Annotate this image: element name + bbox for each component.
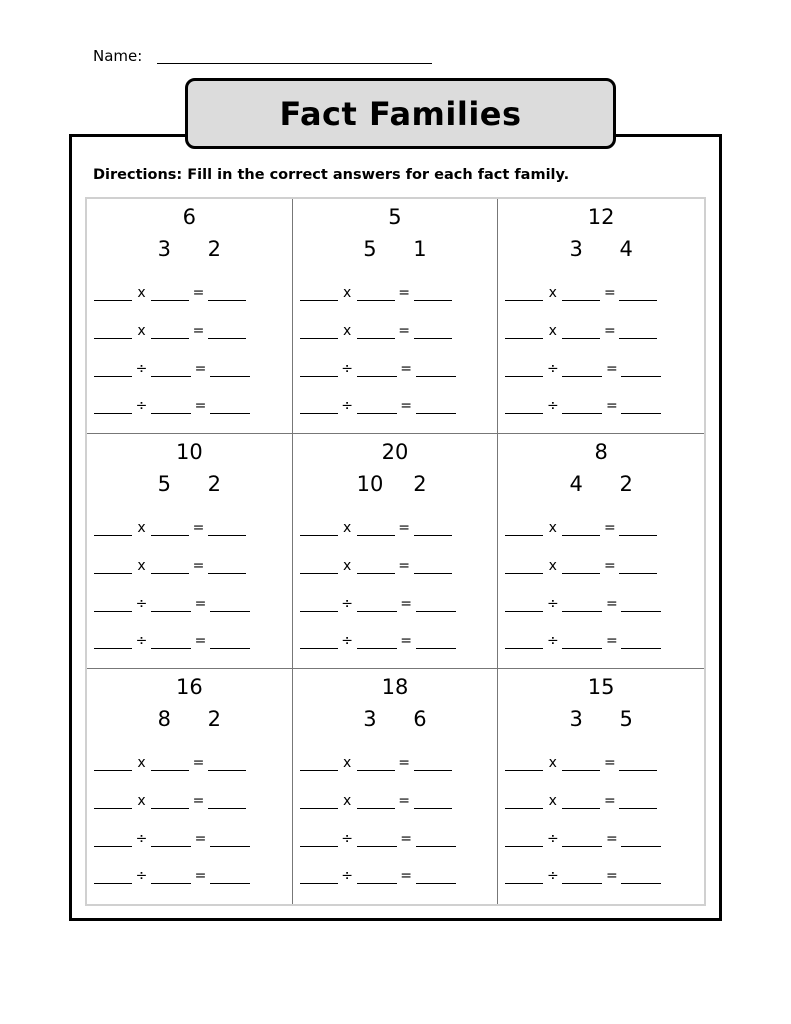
- answer-blank[interactable]: [208, 756, 246, 771]
- division-equation: [300, 633, 456, 649]
- division-equation: [505, 633, 661, 649]
- parts-spacer: [179, 472, 199, 496]
- answer-blank[interactable]: [300, 521, 338, 536]
- equals-sign: =: [194, 361, 207, 377]
- equals-sign: =: [192, 755, 205, 771]
- division-equation: [505, 361, 661, 377]
- equals-sign: =: [400, 596, 413, 612]
- family-part-a: 3: [157, 237, 172, 261]
- answer-blank[interactable]: [300, 794, 338, 809]
- answer-blank[interactable]: [210, 362, 250, 377]
- family-part-a: 5: [157, 472, 172, 496]
- family-part-b: 6: [413, 707, 427, 731]
- answer-blank[interactable]: [151, 521, 189, 536]
- answer-blank[interactable]: [357, 869, 397, 884]
- parts-spacer: [591, 472, 611, 496]
- answer-blank[interactable]: [505, 634, 543, 649]
- family-part-numbers: [87, 707, 292, 731]
- answer-blank[interactable]: [300, 559, 338, 574]
- answer-blank[interactable]: [210, 399, 250, 414]
- answer-blank[interactable]: [300, 756, 338, 771]
- equals-sign: =: [194, 633, 207, 649]
- answer-blank[interactable]: [357, 324, 395, 339]
- answer-blank[interactable]: [94, 521, 132, 536]
- equals-sign: =: [192, 323, 205, 339]
- answer-blank[interactable]: [505, 832, 543, 847]
- multiplication-equation: [300, 323, 452, 339]
- equals-sign: =: [400, 633, 413, 649]
- multiply-sign: x: [343, 323, 352, 339]
- division-equation: [300, 868, 456, 884]
- division-equation: [505, 831, 661, 847]
- answer-blank[interactable]: [621, 362, 661, 377]
- answer-blank[interactable]: [619, 794, 657, 809]
- multiply-sign: x: [548, 520, 557, 536]
- equals-sign: =: [398, 323, 411, 339]
- family-total-number: 8: [594, 440, 608, 464]
- answer-blank[interactable]: [300, 634, 338, 649]
- divide-sign: ÷: [341, 831, 354, 847]
- division-equation: [94, 361, 250, 377]
- answer-blank[interactable]: [621, 399, 661, 414]
- answer-blank[interactable]: [562, 324, 600, 339]
- family-part-numbers: [293, 707, 498, 731]
- division-equation: [300, 398, 456, 414]
- equals-sign: =: [605, 831, 618, 847]
- divide-sign: ÷: [341, 633, 354, 649]
- family-part-b: 2: [207, 237, 222, 261]
- answer-blank[interactable]: [210, 597, 250, 612]
- equals-sign: =: [400, 831, 413, 847]
- answer-blank[interactable]: [300, 869, 338, 884]
- equals-sign: =: [400, 361, 413, 377]
- answer-blank[interactable]: [619, 286, 657, 301]
- family-part-a: 3: [569, 707, 583, 731]
- multiplication-equation: [300, 558, 452, 574]
- fact-family-cell: [293, 199, 499, 434]
- family-part-a: 3: [363, 707, 377, 731]
- answer-blank[interactable]: [151, 362, 191, 377]
- divide-sign: ÷: [341, 596, 354, 612]
- equals-sign: =: [603, 793, 616, 809]
- multiply-sign: x: [137, 323, 146, 339]
- equals-sign: =: [398, 793, 411, 809]
- family-part-a: 3: [569, 237, 583, 261]
- family-total-number: 16: [175, 675, 203, 699]
- multiply-sign: x: [343, 755, 352, 771]
- answer-blank[interactable]: [562, 597, 602, 612]
- division-equation: [505, 868, 661, 884]
- answer-blank[interactable]: [94, 597, 132, 612]
- division-equation: [300, 361, 456, 377]
- multiply-sign: x: [548, 558, 557, 574]
- answer-blank[interactable]: [208, 559, 246, 574]
- answer-blank[interactable]: [562, 521, 600, 536]
- answer-blank[interactable]: [300, 362, 338, 377]
- multiply-sign: x: [548, 285, 557, 301]
- directions-text: Directions: Fill in the correct answers for each fact family.: [93, 167, 570, 183]
- equals-sign: =: [398, 520, 411, 536]
- multiplication-equation: [94, 558, 246, 574]
- equals-sign: =: [192, 558, 205, 574]
- answer-blank[interactable]: [562, 869, 602, 884]
- answer-blank[interactable]: [300, 597, 338, 612]
- answer-blank[interactable]: [357, 634, 397, 649]
- multiplication-equation: [94, 793, 246, 809]
- answer-blank[interactable]: [619, 521, 657, 536]
- answer-blank[interactable]: [151, 832, 191, 847]
- divide-sign: ÷: [135, 398, 148, 414]
- answer-blank[interactable]: [94, 362, 132, 377]
- answer-blank[interactable]: [151, 756, 189, 771]
- family-part-numbers: [498, 237, 704, 261]
- equals-sign: =: [603, 520, 616, 536]
- answer-blank[interactable]: [562, 286, 600, 301]
- answer-blank[interactable]: [94, 832, 132, 847]
- multiplication-equation: [94, 285, 246, 301]
- parts-spacer: [179, 237, 199, 261]
- answer-blank[interactable]: [210, 832, 250, 847]
- equals-sign: =: [192, 520, 205, 536]
- equals-sign: =: [605, 596, 618, 612]
- family-part-numbers: [498, 707, 704, 731]
- answer-blank[interactable]: [357, 559, 395, 574]
- multiply-sign: x: [137, 793, 146, 809]
- answer-blank[interactable]: [357, 794, 395, 809]
- division-equation: [505, 398, 661, 414]
- divide-sign: ÷: [135, 831, 148, 847]
- answer-blank[interactable]: [94, 324, 132, 339]
- divide-sign: ÷: [135, 361, 148, 377]
- answer-blank[interactable]: [414, 521, 452, 536]
- answer-blank[interactable]: [416, 399, 456, 414]
- multiplication-equation: [300, 793, 452, 809]
- family-part-b: 2: [619, 472, 633, 496]
- answer-blank[interactable]: [414, 794, 452, 809]
- answer-blank[interactable]: [505, 324, 543, 339]
- equals-sign: =: [603, 285, 616, 301]
- answer-blank[interactable]: [208, 286, 246, 301]
- answer-blank[interactable]: [619, 756, 657, 771]
- answer-blank[interactable]: [208, 794, 246, 809]
- answer-blank[interactable]: [151, 634, 191, 649]
- family-part-b: 2: [207, 707, 222, 731]
- answer-blank[interactable]: [94, 869, 132, 884]
- parts-spacer: [385, 707, 405, 731]
- equals-sign: =: [194, 868, 207, 884]
- equals-sign: =: [400, 398, 413, 414]
- division-equation: [300, 831, 456, 847]
- answer-blank[interactable]: [94, 634, 132, 649]
- answer-blank[interactable]: [357, 521, 395, 536]
- answer-blank[interactable]: [300, 832, 338, 847]
- equals-sign: =: [605, 633, 618, 649]
- answer-blank[interactable]: [619, 559, 657, 574]
- multiplication-equation: [94, 755, 246, 771]
- family-part-a: 8: [157, 707, 172, 731]
- answer-blank[interactable]: [416, 362, 456, 377]
- title-banner: [185, 78, 616, 149]
- answer-blank[interactable]: [505, 794, 543, 809]
- multiplication-equation: [505, 323, 657, 339]
- answer-blank[interactable]: [414, 559, 452, 574]
- answer-blank[interactable]: [416, 634, 456, 649]
- divide-sign: ÷: [546, 398, 559, 414]
- answer-blank[interactable]: [357, 362, 397, 377]
- family-total-number: 20: [381, 440, 409, 464]
- multiply-sign: x: [548, 755, 557, 771]
- equals-sign: =: [603, 558, 616, 574]
- answer-blank[interactable]: [416, 832, 456, 847]
- answer-blank[interactable]: [562, 756, 600, 771]
- family-part-numbers: [87, 472, 292, 496]
- division-equation: [300, 596, 456, 612]
- parts-spacer: [591, 707, 611, 731]
- answer-blank[interactable]: [505, 869, 543, 884]
- division-equation: [94, 596, 250, 612]
- fact-family-cell: [293, 434, 499, 669]
- answer-blank[interactable]: [621, 634, 661, 649]
- answer-blank[interactable]: [357, 399, 397, 414]
- equals-sign: =: [605, 868, 618, 884]
- equals-sign: =: [194, 596, 207, 612]
- family-part-numbers: [293, 237, 498, 261]
- divide-sign: ÷: [546, 361, 559, 377]
- division-equation: [94, 633, 250, 649]
- answer-blank[interactable]: [151, 869, 191, 884]
- multiplication-equation: [94, 520, 246, 536]
- answer-blank[interactable]: [621, 597, 661, 612]
- answer-blank[interactable]: [151, 286, 189, 301]
- fact-family-cell: [87, 669, 293, 904]
- family-total-number: 6: [182, 205, 197, 229]
- divide-sign: ÷: [341, 868, 354, 884]
- answer-blank[interactable]: [505, 286, 543, 301]
- equals-sign: =: [192, 793, 205, 809]
- divide-sign: ÷: [546, 596, 559, 612]
- answer-blank[interactable]: [562, 794, 600, 809]
- fact-family-grid: [85, 197, 706, 906]
- equals-sign: =: [398, 558, 411, 574]
- answer-blank[interactable]: [357, 597, 397, 612]
- family-part-b: 1: [413, 237, 427, 261]
- fact-family-cell: [293, 669, 499, 904]
- multiplication-equation: [300, 285, 452, 301]
- division-equation: [94, 831, 250, 847]
- multiplication-equation: [505, 793, 657, 809]
- answer-blank[interactable]: [619, 324, 657, 339]
- multiplication-equation: [505, 520, 657, 536]
- answer-blank[interactable]: [94, 794, 132, 809]
- equals-sign: =: [398, 755, 411, 771]
- fact-family-cell: [498, 669, 704, 904]
- answer-blank[interactable]: [208, 324, 246, 339]
- fact-family-cell: [87, 434, 293, 669]
- answer-blank[interactable]: [300, 324, 338, 339]
- multiplication-equation: [300, 755, 452, 771]
- multiply-sign: x: [343, 285, 352, 301]
- answer-blank[interactable]: [621, 869, 661, 884]
- multiplication-equation: [505, 285, 657, 301]
- divide-sign: ÷: [341, 361, 354, 377]
- answer-blank[interactable]: [505, 362, 543, 377]
- multiply-sign: x: [137, 520, 146, 536]
- family-part-numbers: [87, 237, 292, 261]
- answer-blank[interactable]: [94, 756, 132, 771]
- division-equation: [505, 596, 661, 612]
- answer-blank[interactable]: [357, 832, 397, 847]
- parts-spacer: [385, 237, 405, 261]
- answer-blank[interactable]: [357, 756, 395, 771]
- multiplication-equation: [300, 520, 452, 536]
- answer-blank[interactable]: [416, 869, 456, 884]
- family-total-number: 5: [388, 205, 402, 229]
- answer-blank[interactable]: [562, 399, 602, 414]
- fact-family-cell: [498, 199, 704, 434]
- family-part-numbers: [293, 472, 498, 496]
- family-part-b: 4: [619, 237, 633, 261]
- family-part-a: 10: [356, 472, 384, 496]
- answer-blank[interactable]: [621, 832, 661, 847]
- answer-blank[interactable]: [151, 559, 189, 574]
- family-part-a: 5: [363, 237, 377, 261]
- answer-blank[interactable]: [151, 597, 191, 612]
- multiplication-equation: [94, 323, 246, 339]
- answer-blank[interactable]: [151, 794, 189, 809]
- answer-blank[interactable]: [151, 399, 191, 414]
- divide-sign: ÷: [546, 868, 559, 884]
- answer-blank[interactable]: [505, 756, 543, 771]
- answer-blank[interactable]: [505, 559, 543, 574]
- family-part-b: 2: [413, 472, 427, 496]
- equals-sign: =: [605, 398, 618, 414]
- answer-blank[interactable]: [562, 362, 602, 377]
- multiply-sign: x: [137, 755, 146, 771]
- division-equation: [94, 868, 250, 884]
- fact-family-cell: [498, 434, 704, 669]
- answer-blank[interactable]: [94, 286, 132, 301]
- answer-blank[interactable]: [208, 521, 246, 536]
- family-total-number: 15: [587, 675, 615, 699]
- equals-sign: =: [192, 285, 205, 301]
- multiplication-equation: [505, 558, 657, 574]
- answer-blank[interactable]: [300, 399, 338, 414]
- divide-sign: ÷: [135, 596, 148, 612]
- equals-sign: =: [603, 323, 616, 339]
- answer-blank[interactable]: [505, 521, 543, 536]
- answer-blank[interactable]: [151, 324, 189, 339]
- divide-sign: ÷: [341, 398, 354, 414]
- parts-spacer: [591, 237, 611, 261]
- divide-sign: ÷: [135, 868, 148, 884]
- multiply-sign: x: [137, 285, 146, 301]
- equals-sign: =: [603, 755, 616, 771]
- answer-blank[interactable]: [210, 869, 250, 884]
- answer-blank[interactable]: [416, 597, 456, 612]
- answer-blank[interactable]: [357, 286, 395, 301]
- equals-sign: =: [398, 285, 411, 301]
- family-part-numbers: [498, 472, 704, 496]
- equals-sign: =: [194, 831, 207, 847]
- multiplication-equation: [505, 755, 657, 771]
- answer-blank[interactable]: [562, 832, 602, 847]
- family-part-b: 5: [619, 707, 633, 731]
- parts-spacer: [179, 707, 199, 731]
- multiply-sign: x: [548, 323, 557, 339]
- family-total-number: 12: [587, 205, 615, 229]
- answer-blank[interactable]: [414, 286, 452, 301]
- family-total-number: 18: [381, 675, 409, 699]
- multiply-sign: x: [548, 793, 557, 809]
- name-label: Name:: [93, 47, 143, 65]
- family-total-number: 10: [175, 440, 203, 464]
- answer-blank[interactable]: [94, 559, 132, 574]
- answer-blank[interactable]: [300, 286, 338, 301]
- equals-sign: =: [605, 361, 618, 377]
- equals-sign: =: [400, 868, 413, 884]
- answer-blank[interactable]: [562, 559, 600, 574]
- division-equation: [94, 398, 250, 414]
- multiply-sign: x: [343, 793, 352, 809]
- equals-sign: =: [194, 398, 207, 414]
- family-part-b: 2: [207, 472, 222, 496]
- answer-blank[interactable]: [210, 634, 250, 649]
- multiply-sign: x: [343, 520, 352, 536]
- fact-family-cell: [87, 199, 293, 434]
- answer-blank[interactable]: [94, 399, 132, 414]
- answer-blank[interactable]: [505, 399, 543, 414]
- answer-blank[interactable]: [414, 756, 452, 771]
- multiply-sign: x: [343, 558, 352, 574]
- multiply-sign: x: [137, 558, 146, 574]
- name-blank-line[interactable]: [157, 63, 432, 64]
- answer-blank[interactable]: [505, 597, 543, 612]
- page-title: Fact Families: [279, 94, 522, 133]
- divide-sign: ÷: [546, 633, 559, 649]
- answer-blank[interactable]: [414, 324, 452, 339]
- answer-blank[interactable]: [562, 634, 602, 649]
- family-part-a: 4: [569, 472, 583, 496]
- divide-sign: ÷: [546, 831, 559, 847]
- divide-sign: ÷: [135, 633, 148, 649]
- parts-spacer: [385, 472, 405, 496]
